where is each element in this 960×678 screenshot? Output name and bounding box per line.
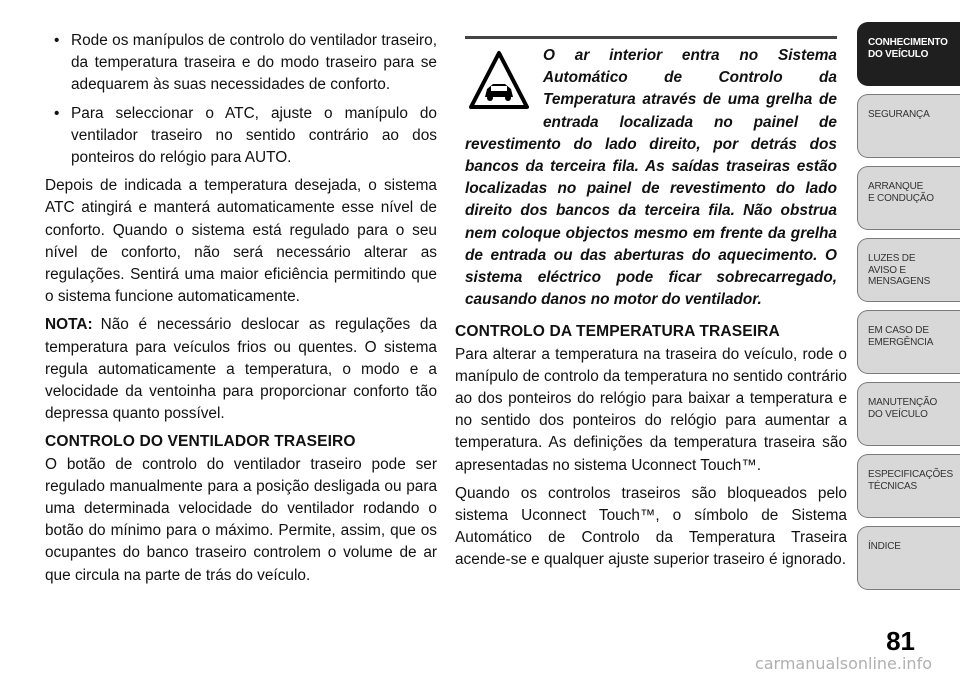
left-column (45, 30, 437, 593)
body-paragraph: Depois de indicada a temperatura desejada, o sistema ATC atingirá e manterá automaticamente esse nível de conforto. Quando o sistema está regulado para o seu nível de conforto, não será necessário alterar as regulações. Sentirá uma maior eficiência permitindo que o sistema funcione automaticamente. (45, 177, 437, 306)
chapter-tabs (857, 22, 960, 598)
section-heading: CONTROLO DO VENTILADOR TRASEIRO (45, 433, 356, 451)
bullet-text: Rode os manípulos de controlo do ventilador traseiro, da temperatura traseira e do modo traseiro para se adequarem às suas necessidades de conforto. (71, 32, 437, 94)
tab-especificacoes-tecnicas[interactable]: ESPECIFICAÇÕES TÉCNICAS (857, 454, 960, 518)
tab-arranque-e-conducao[interactable]: ARRANQUE E CONDUÇÃO (857, 166, 960, 230)
right-column (455, 32, 847, 578)
watermark: carmanualsonline.info (754, 654, 932, 673)
bullet-dot: • (54, 32, 60, 49)
body-paragraph: O botão de controlo do ventilador traseiro pode ser regulado manualmente para a posição desligada ou para uma determinada velocidade do ventilador rodando o botão do mínimo para o máximo. Permite, assim, que os ocupantes do banco traseiro controlem o volume de ar que circula na parte de trás do veículo. (45, 455, 437, 584)
tab-manutencao-do-veiculo[interactable]: MANUTENÇÃO DO VEÍCULO (857, 382, 960, 446)
note-label: NOTA: (45, 316, 93, 334)
note-paragraph (45, 314, 437, 425)
bullet-dot: • (54, 104, 60, 122)
bullet-item (45, 103, 437, 170)
bullet-text: Para seleccionar o ATC, ajuste o manípulo do ventilador traseiro no sentido contrário ao dos ponteiros do relógio para AUTO. (71, 104, 437, 167)
tab-conhecimento-do-veiculo[interactable]: CONHECIMENTO DO VEÍCULO (857, 22, 960, 86)
warning-text: O ar interior entra no Sistema Automático de Controlo da Temperatura através de uma grelha de entrada localizada no painel de revestimento do lado direito, por detrás dos bancos da terceira fila. As saídas traseiras estão localizadas no painel de revestimento do lado direito dos bancos da terceira fila. Não obstrua nem coloque objectos mesmo em frente da grelha de entrada ou das aberturas do aquecimento. O sistema eléctrico pode ficar sobrecarregado, causando danos no motor do ventilador. (465, 47, 837, 309)
tab-seguranca[interactable]: SEGURANÇA (857, 94, 960, 158)
tab-luzes-de-aviso[interactable]: LUZES DE AVISO E MENSAGENS (857, 238, 960, 302)
page-number: 81 (886, 626, 915, 656)
section-heading: CONTROLO DA TEMPERATURA TRASEIRA (455, 323, 780, 341)
body-paragraph: Para alterar a temperatura na traseira do veículo, rode o manípulo de controlo da temperatura no sentido contrário ao dos ponteiros do relógio para baixar a temperatura e no sentido dos ponteiros do relógio para aumentar a temperatura. As definições da temperatura traseira são apresentadas no sistema Uconnect Touch™. (455, 345, 847, 474)
bullet-item (45, 30, 437, 97)
warning-box (455, 39, 847, 319)
tab-em-caso-de-emergencia[interactable]: EM CASO DE EMERGÊNCIA (857, 310, 960, 374)
body-paragraph: Quando os controlos traseiros são bloqueados pelo sistema Uconnect Touch™, o símbolo de Sistema Automático de Controlo da Temperatura Traseira acende-se e qualquer ajuste superior traseiro é ignorado. (455, 484, 847, 569)
note-text: Não é necessário deslocar as regulações da temperatura para veículos frios ou quentes. O sistema regula automaticamente a temperatura, o modo e a velocidade da ventoinha para proporcionar conforto tão depressa quanto possível. (45, 316, 437, 423)
car-warning-triangle-icon (467, 49, 531, 113)
tab-indice[interactable]: ÍNDICE (857, 526, 960, 590)
